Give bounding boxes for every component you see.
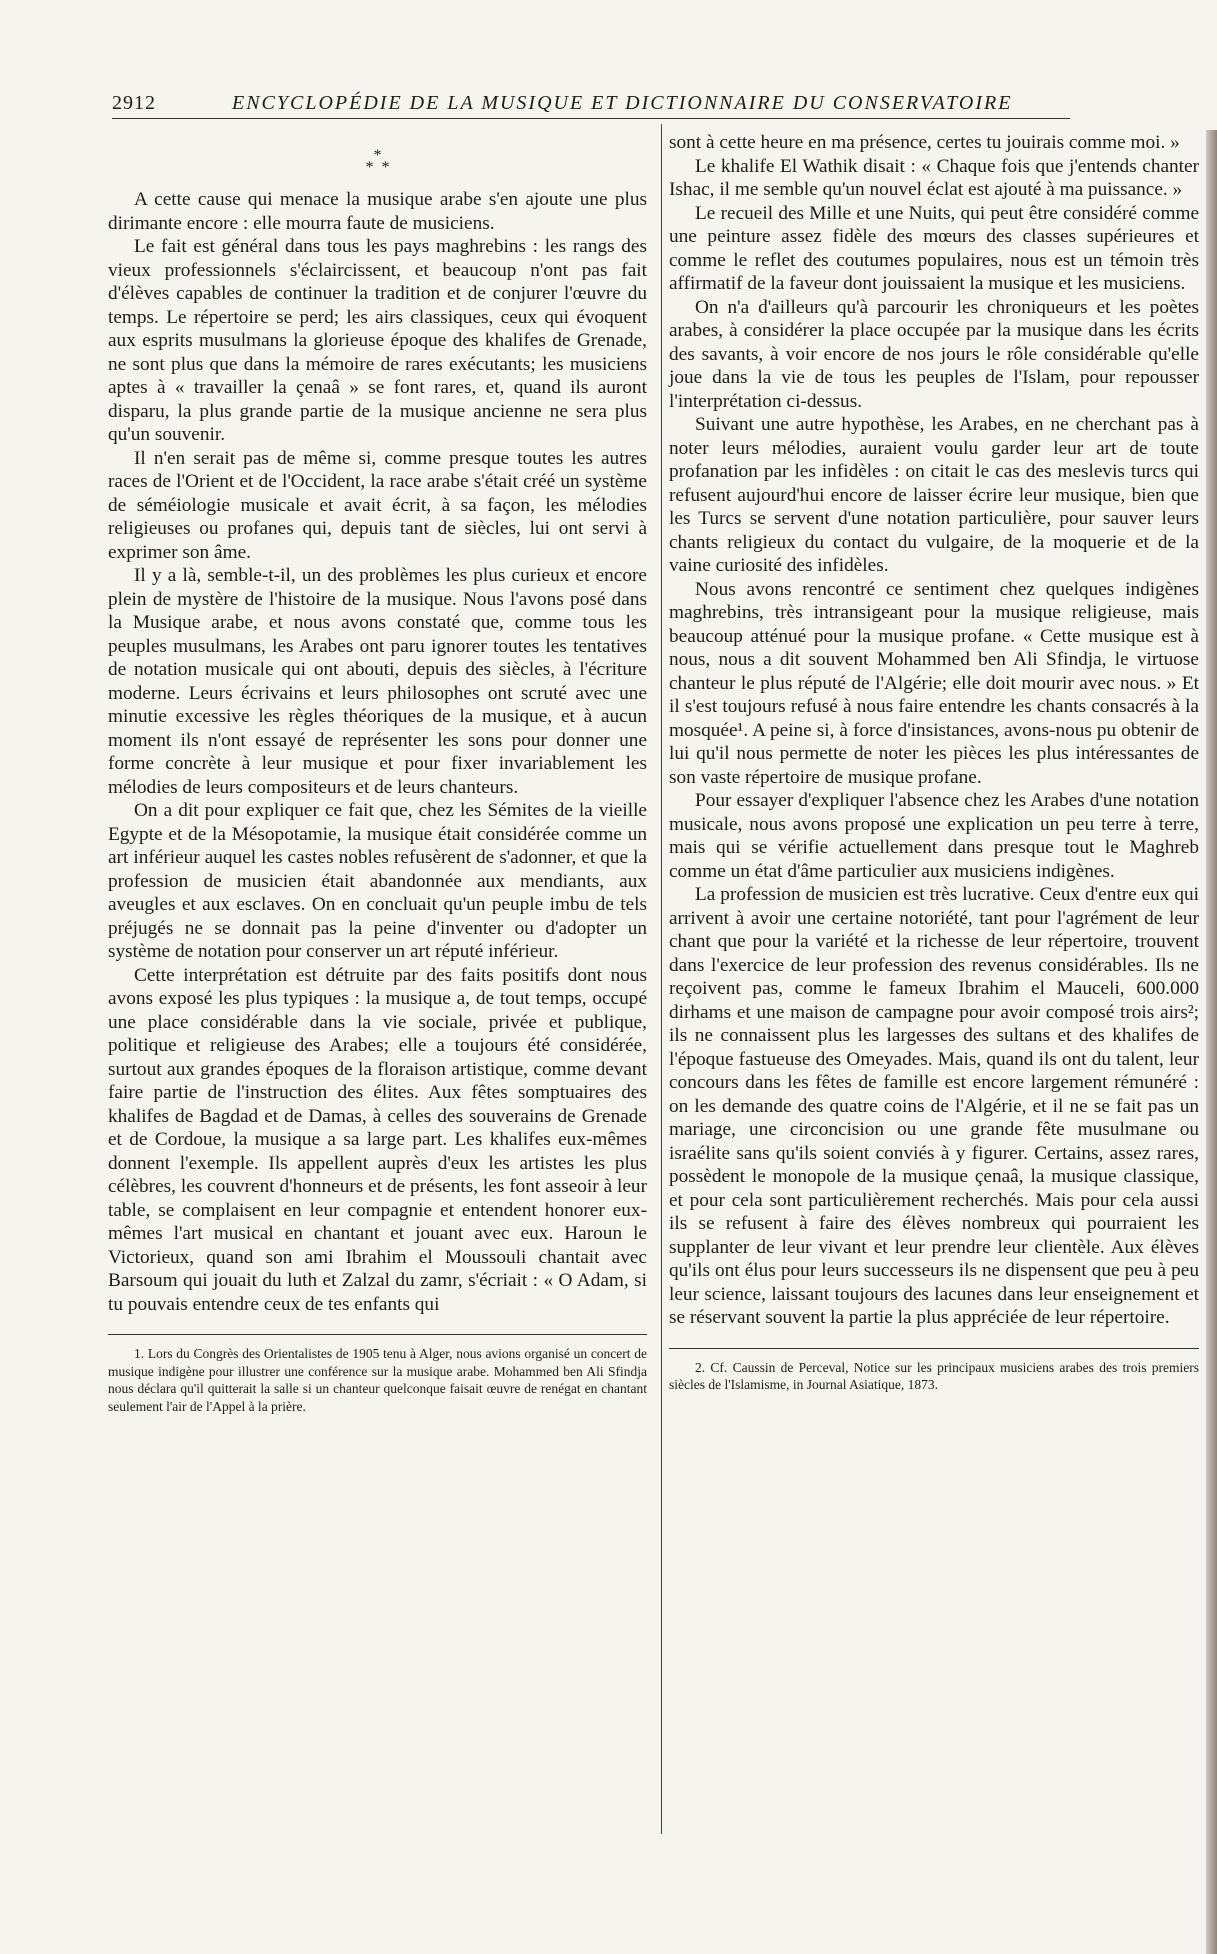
paragraph: On n'a d'ailleurs qu'à parcourir les chroniqueurs et les poètes arabes, à considérer la place occupée par la musique dans les écrits des savants, à voir encore de nos jours le rôle considérable qu'elle joue dans la vie de tous les peuples de l'Islam, pour repousser l'interprétation ci-dessus. [669, 296, 1199, 412]
page-edge-shadow [1206, 130, 1217, 1954]
footnote-1: 1. Lors du Congrès des Orientalistes de 1905 tenu à Alger, nous avions organisé un concert de musique indigène pour illustrer une conférence sur la musique arabe. Mohammed ben Ali Sfindja nous déclara qu'il quitterait la salle si un chanteur quelconque faisait œuvre de renégat en chantant seulement l'air de l'Appel à la prière. [108, 1346, 647, 1414]
footnote-rule [108, 1334, 647, 1335]
paragraph: Cette interprétation est détruite par des faits positifs dont nous avons exposé les plus typiques : la musique a, de tout temps, occupé une place considérable dans la vie sociale, privée et publique, politique et religieuse des Arabes; elle a toujours été considérée, surtout aux grandes époques de la floraison artistique, comme devant faire partie de l'instruction des élites. Aux fêtes somptuaires des khalifes de Bagdad et de Damas, à celles des souverains de Grenade et de Cordoue, la musique a sa large part. Les khalifes eux-mêmes donnent l'exemple. Ils appellent auprès d'eux les artistes les plus célèbres, les couvrent d'honneurs et de présents, les font asseoir à leur table, se complaisent en leur compagnie et entendent honorer eux-mêmes l'art musical en chantant et jouant avec eux. Haroun le Victorieux, quand son ami Ibrahim el Moussouli chantait avec Barsoum qui jouait du luth et Zalzal du zamr, s'écriait : « O Adam, si tu pouvais entendre ceux de tes enfants qui [108, 964, 647, 1315]
paragraph: On a dit pour expliquer ce fait que, chez les Sémites de la vieille Egypte et de la Mésopotamie, la musique était considérée comme un art inférieur auquel les castes nobles refusèrent de s'adonner, et que la profession de musicien était abandonnée aux mendiants, aux aveugles et aux esclaves. On en concluait qu'un peuple imbu de tels préjugés ne se donnait pas la peine d'inventer ou d'adopter un système de notation pour conserver un art réputé inférieur. [108, 800, 647, 962]
left-column [108, 147, 647, 1415]
paragraph: sont à cette heure en ma présence, certes tu jouirais comme moi. » [669, 132, 1180, 153]
running-title: ENCYCLOPÉDIE DE LA MUSIQUE ET DICTIONNAIRE DU CONSERVATOIRE [232, 92, 1013, 114]
running-header [112, 88, 1070, 122]
footnote-2: 2. Cf. Caussin de Perceval, Notice sur les principaux musiciens arabes des trois premiers siècles de l'Islamisme, in Journal Asiatique, 1873. [669, 1359, 1199, 1392]
paragraph: Il y a là, semble-t-il, un des problèmes les plus curieux et encore plein de mystère de l'histoire de la musique. Nous l'avons posé dans la Musique arabe, et nous avons constaté que, comme tous les peuples musulmans, les Arabes ont paru ignorer toutes les tentatives de notation musicale qui ont abouti, depuis des siècles, à l'écriture moderne. Leurs écrivains et leurs philosophes ont scruté avec une minutie excessive les règles théoriques de la musique, et à aucun moment ils n'ont essayé de représenter les sons pour donner une forme concrète à leur musique et pour fixer invariablement les mélodies de leurs compositeurs et de leurs chanteurs. [108, 565, 647, 798]
paragraph: Le recueil des Mille et une Nuits, qui peut être considéré comme une peinture assez fidèle des mœurs des classes supérieures et comme le reflet des coutumes populaires, nous est un témoin très affirmatif de la faveur dont jouissaient la musique et les musiciens. [669, 202, 1199, 294]
paragraph: Le fait est général dans tous les pays maghrebins : les rangs des vieux professionnels s'éclaircissent, et beaucoup n'ont pas fait d'élèves capables de continuer la tradition et de conjurer l'œuvre du temps. Le répertoire se perd; les airs classiques, ceux qui évoquent aux esprits musulmans la glorieuse époque des khalifes de Grenade, ne sont plus que dans la mémoire de rares exécutants; les musiciens aptes à « travailler la çenaâ » se font rares, et, quand ils auront disparu, la plus grande partie de la musique ancienne ne sera plus qu'un souvenir. [108, 236, 647, 445]
paragraph: A cette cause qui menace la musique arabe s'en ajoute une plus dirimante encore : elle mourra faute de musiciens. [108, 189, 647, 234]
header-rule [112, 118, 1070, 119]
paragraph: Nous avons rencontré ce sentiment chez quelques indigènes maghrebins, très intransigeant pour la musique religieuse, mais beaucoup atténué pour la musique profane. « Cette musique est à nous, nous a dit souvent Mohammed ben Ali Sfindja, le virtuose chanteur le plus réputé de l'Algérie; elle doit mourir avec nous. » Et il s'est toujours refusé à nous faire entendre les chants consacrés à la mosquée¹. A peine si, à force d'insistances, avons-nous pu obtenir de lui qu'il nous permette de noter les pièces les plus intéressantes de son vaste répertoire de musique profane. [669, 578, 1199, 788]
right-column [669, 131, 1199, 1394]
paragraph: Suivant une autre hypothèse, les Arabes, en ne cherchant pas à noter leurs mélodies, auraient voulu garder leur art de toute profanation par les infidèles : on citait le cas des meslevis turcs qui refusent aujourd'hui encore de laisser écrire leur musique, bien que les Turcs se servent d'une notation particulière, pour sauver leurs chants religieux du contact du vulgaire, de la moquerie et de la vaine curiosité des infidèles. [669, 414, 1199, 576]
column-divider [661, 124, 662, 1834]
page-number: 2912 [112, 92, 156, 114]
footnote-rule [669, 1348, 1199, 1349]
paragraph: Il n'en serait pas de même si, comme presque toutes les autres races de l'Orient et de l'Occident, la race arabe s'était créé un système de séméiologie musicale et avait écrit, à sa façon, les mélodies religieuses ou profanes qui, depuis tant de siècles, lui ont servi à exprimer son âme. [108, 447, 647, 563]
section-stars: * * * [365, 147, 390, 176]
paragraph: Le khalife El Wathik disait : « Chaque fois que j'entends chanter Ishac, il me semble qu'un nouvel éclat est ajouté à ma puissance. » [669, 155, 1199, 200]
paragraph: Pour essayer d'expliquer l'absence chez les Arabes d'une notation musicale, nous avons proposé une explication un peu terre à terre, mais qui se vérifie actuellement dans presque tout le Maghreb comme un état d'âme particulier aux musiciens indigènes. [669, 790, 1199, 882]
paragraph: La profession de musicien est très lucrative. Ceux d'entre eux qui arrivent à avoir une certaine notoriété, tant pour l'agrément de leur chant que pour la variété et la richesse de leur répertoire, trouvent dans l'exercice de leur profession des revenus considérables. Ils ne reçoivent pas, comme le fameux Ibrahim el Mauceli, 600.000 dirhams et une maison de campagne pour avoir composé trois airs²; ils ne connaissent plus les largesses des sultans et des khalifes de l'époque fastueuse des Omeyades. Mais, quand ils ont du talent, leur concours dans les fêtes de famille est encore largement rémunéré : on les demande des quatre coins de l'Algérie, et il ne se fait pas un mariage, une circoncision ou une grande fête musulmane ou israélite sans qu'ils soient conviés à y figurer. Certains, assez rares, possèdent le monopole de la musique çenaâ, la musique classique, et pour cela sont particulièrement recherchés. Mais pour cela aussi ils se refusent à faire des élèves nombreux qui pourraient les supplanter de leur vivant et leur prendre leur clientèle. Aux élèves qu'ils ont élus pour leurs successeurs ils ne dispensent que peu à peu leur science, laissant toujours des lacunes dans leur enseignement et se réservant souvent la partie la plus appréciée de leur répertoire. [669, 884, 1199, 1328]
